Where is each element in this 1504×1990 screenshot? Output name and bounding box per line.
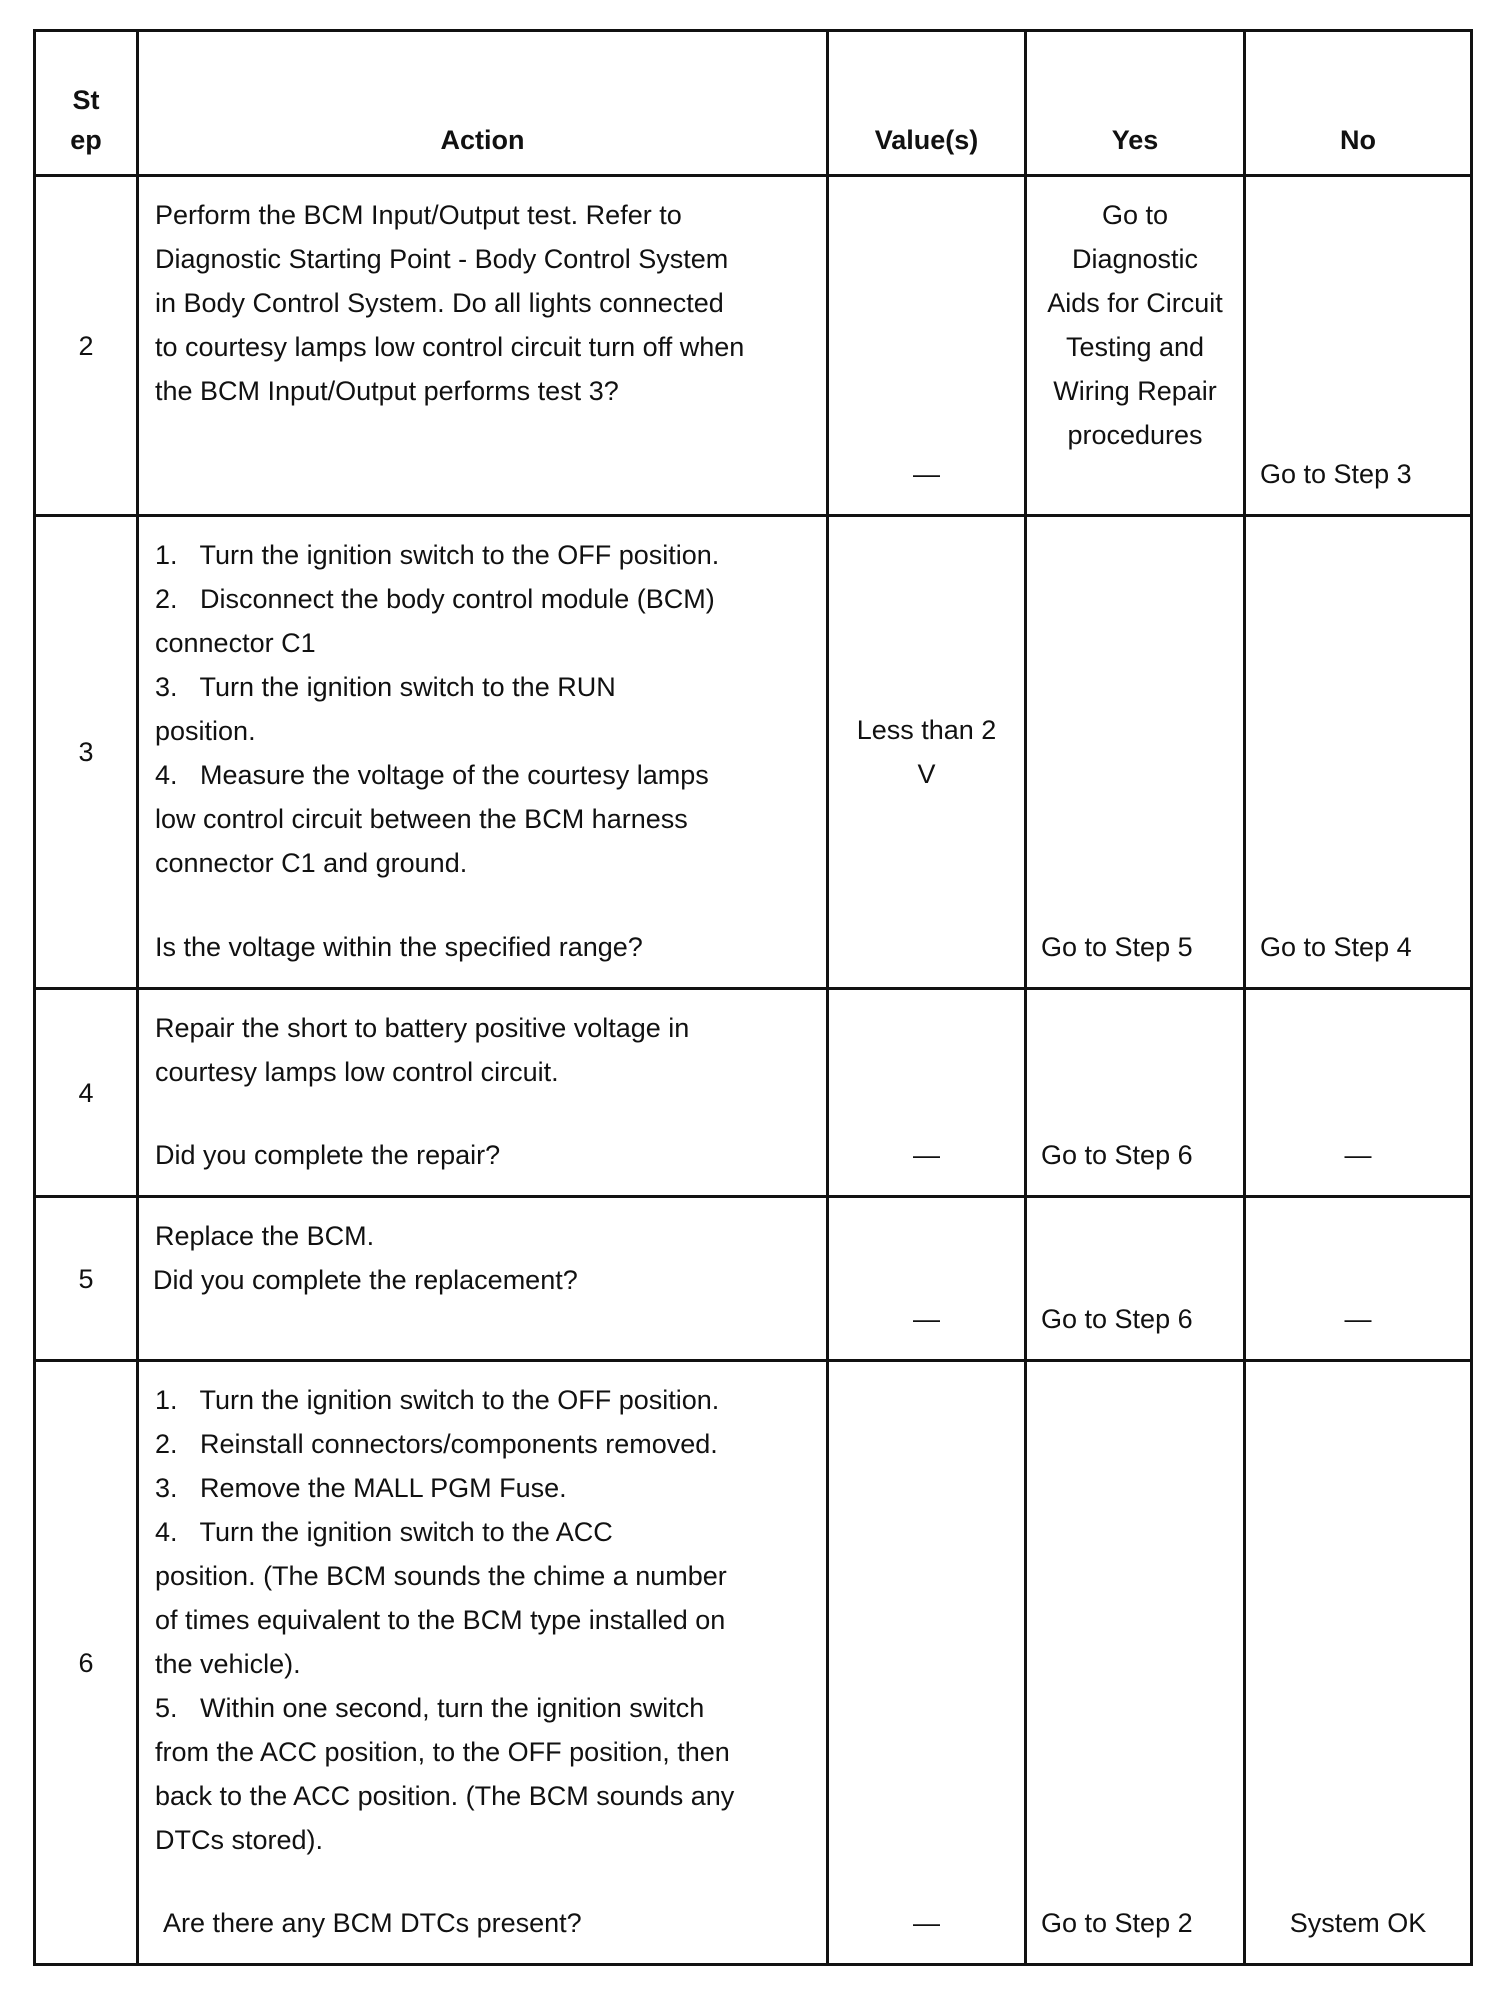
action-line: position. (The BCM sounds the chime a number [155,1561,727,1591]
action-cell [138,1197,828,1361]
step-number: 5 [35,1197,138,1361]
action-line: Perform the BCM Input/Output test. Refer to [155,200,682,230]
header-step: St ep [35,31,138,176]
value-line: V [917,759,936,789]
action-question: Are there any BCM DTCs present? [163,1908,582,1938]
action-cell [138,516,828,989]
action-cell [138,1361,828,1965]
table-row [35,176,1472,516]
action-line: 3. Remove the MALL PGM Fuse. [155,1473,567,1503]
yes-cell [1026,1197,1245,1361]
value-cell [828,516,1026,989]
yes-text [1027,177,1243,457]
action-line: 3. Turn the ignition switch to the RUN [155,672,616,702]
action-line: 1. Turn the ignition switch to the OFF position. [155,1385,720,1415]
action-line: to courtesy lamps low control circuit turn off when [155,332,745,362]
yes-line: Aids for Circuit [1047,288,1223,318]
yes-text: Go to Step 2 [1041,1908,1193,1938]
yes-cell [1026,176,1245,516]
action-cell [138,989,828,1197]
value-text [829,708,1024,796]
action-line: Replace the BCM. [155,1221,375,1251]
no-text: — [1344,1140,1372,1170]
step-number: 2 [35,176,138,516]
no-text: Go to Step 3 [1260,459,1412,489]
no-cell [1245,176,1472,516]
no-cell [1245,516,1472,989]
header-values: Value(s) [828,31,1026,176]
step-number: 3 [35,516,138,989]
value-cell [828,1361,1026,1965]
diagnostic-table [33,29,1473,1966]
action-line: 4. Turn the ignition switch to the ACC [155,1517,613,1547]
yes-line: Wiring Repair [1053,376,1217,406]
no-cell [1245,1361,1472,1965]
value-line: Less than 2 [856,715,997,745]
action-line: low control circuit between the BCM harness [155,804,688,834]
action-line: of times equivalent to the BCM type installed on [155,1605,726,1635]
action-question: Is the voltage within the specified range? [155,932,643,962]
value-cell [828,176,1026,516]
action-line: connector C1 and ground. [155,848,468,878]
table-row [35,1361,1472,1965]
action-line: 4. Measure the voltage of the courtesy lamps [155,760,709,790]
value-cell [828,1197,1026,1361]
value-text: — [913,1304,940,1334]
yes-cell [1026,516,1245,989]
action-line: back to the ACC position. (The BCM sounds any [155,1781,735,1811]
header-yes: Yes [1026,31,1245,176]
yes-line: Diagnostic [1071,244,1199,274]
action-line: 5. Within one second, turn the ignition switch [155,1693,705,1723]
action-line: 2. Reinstall connectors/components removed. [155,1429,718,1459]
table-row [35,516,1472,989]
action-line: Did you complete the replacement? [153,1265,578,1295]
action-line: 1. Turn the ignition switch to the OFF position. [155,540,720,570]
action-line: in Body Control System. Do all lights connected [155,288,724,318]
no-text: — [1344,1304,1372,1334]
action-line: Repair the short to battery positive voltage in [155,1013,690,1043]
no-cell [1245,1197,1472,1361]
action-line: DTCs stored). [155,1825,324,1855]
header-no: No [1245,31,1472,176]
yes-cell [1026,989,1245,1197]
no-cell [1245,989,1472,1197]
value-text: — [913,1908,940,1938]
action-line: position. [155,716,256,746]
header-row [35,31,1472,176]
action-question: Did you complete the repair? [155,1140,501,1170]
yes-line: Go to [1101,200,1169,230]
action-line: from the ACC position, to the OFF position, then [155,1737,730,1767]
action-line: 2. Disconnect the body control module (BCM) [155,584,715,614]
no-text: System OK [1289,1908,1427,1938]
action-line: Diagnostic Starting Point - Body Control System [155,244,729,274]
step-number: 4 [35,989,138,1197]
yes-text: Go to Step 6 [1041,1304,1193,1334]
header-action: Action [138,31,828,176]
table-row [35,989,1472,1197]
table-row [35,1197,1472,1361]
no-text: Go to Step 4 [1260,932,1412,962]
action-line: courtesy lamps low control circuit. [155,1057,559,1087]
action-line: the vehicle). [155,1649,301,1679]
value-text: — [913,459,940,489]
action-line: the BCM Input/Output performs test 3? [155,376,619,406]
yes-line: Testing and [1065,332,1205,362]
yes-cell [1026,1361,1245,1965]
value-cell [828,989,1026,1197]
yes-text: Go to Step 6 [1041,1140,1193,1170]
step-number: 6 [35,1361,138,1965]
yes-text: Go to Step 5 [1041,932,1193,962]
action-cell [138,176,828,516]
value-text: — [913,1140,940,1170]
yes-line: procedures [1067,420,1203,450]
action-line: connector C1 [155,628,316,658]
